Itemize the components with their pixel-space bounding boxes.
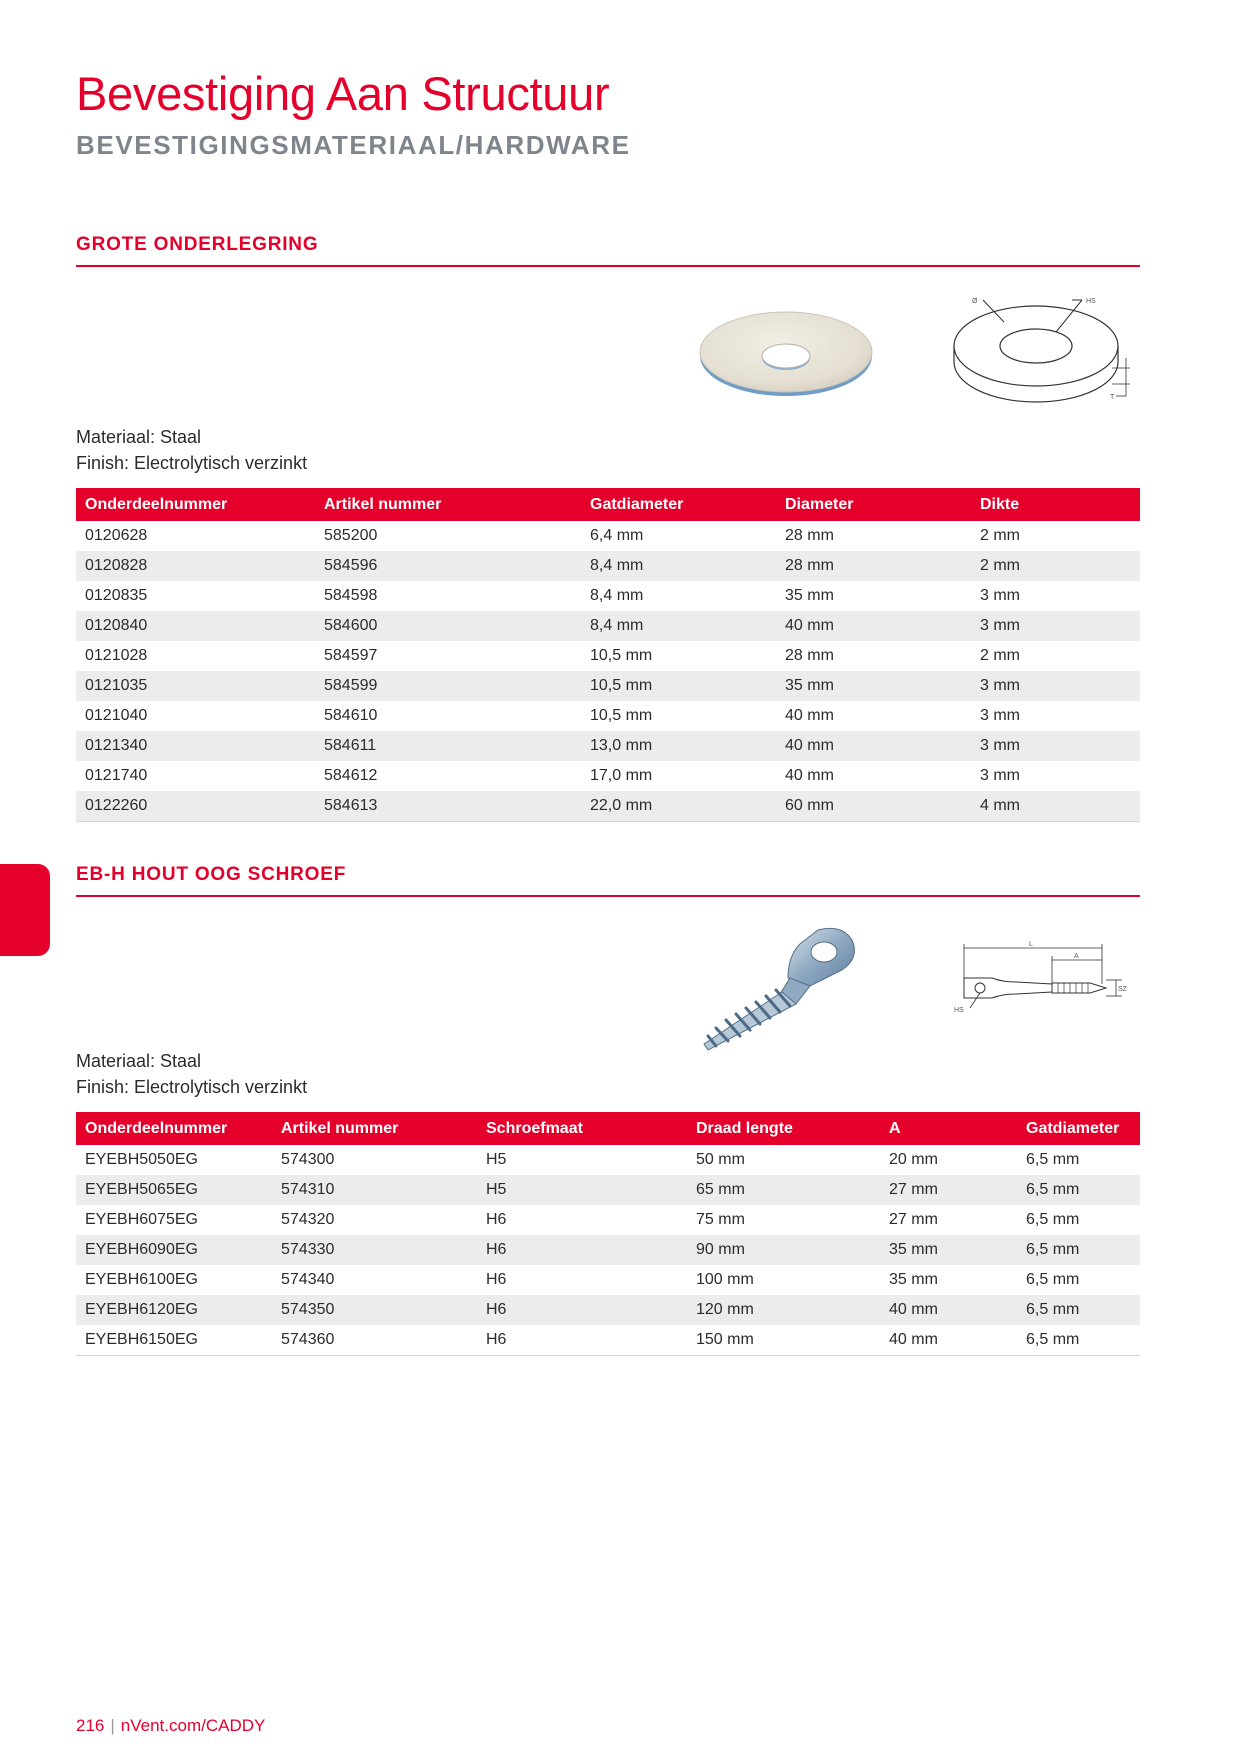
table-cell-artikel-nummer: 584600 <box>315 611 581 641</box>
col-header-schroefmaat: Schroefmaat <box>477 1112 687 1145</box>
table-cell-draad-lengte: 150 mm <box>687 1325 880 1356</box>
table-cell-diameter: 35 mm <box>785 587 834 604</box>
table-row <box>76 731 1140 761</box>
table-cell-onderdeelnummer: 0120835 <box>85 587 148 604</box>
table-cell-onderdeelnummer: EYEBH6090EG <box>76 1235 272 1265</box>
col-header-artikel-nummer: Artikel nummer <box>315 488 581 521</box>
table-row <box>76 641 1140 671</box>
table-cell-onderdeelnummer: EYEBH6120EG <box>76 1295 272 1325</box>
col-header-dikte: Dikte <box>971 488 1140 521</box>
table-cell-dikte: 2 mm <box>980 647 1020 664</box>
eye-screw-diagram <box>940 940 1130 1020</box>
table-cell-draad-lengte: 50 mm <box>696 1151 745 1168</box>
section-title-eye-screw: EB-H HOUT OOG SCHROEF <box>76 864 1140 897</box>
col-header-artikel-nummer: Artikel nummer <box>272 1112 477 1145</box>
table-cell-gatdiameter: 10,5 mm <box>590 647 653 664</box>
section-title-washer: GROTE ONDERLEGRING <box>76 234 1140 267</box>
col-header-draad-lengte: Draad lengte <box>687 1112 880 1145</box>
table-cell-schroefmaat: H6 <box>477 1295 687 1325</box>
table-header-row <box>76 488 1140 521</box>
col-header-gatdiameter: Gatdiameter <box>581 488 776 521</box>
washer-thickness-label: T <box>1110 394 1115 401</box>
table-cell-diameter: 60 mm <box>776 791 971 822</box>
table-cell-diameter: 35 mm <box>776 671 971 701</box>
table-cell-a: 20 mm <box>889 1151 938 1168</box>
table-cell-onderdeelnummer: 0120840 <box>76 611 315 641</box>
table-cell-artikel-nummer: 584612 <box>324 767 378 784</box>
eye-screw-material: Materiaal: Staal <box>76 1051 202 1071</box>
table-cell-dikte: 2 mm <box>971 551 1140 581</box>
washer-table <box>76 488 1140 822</box>
table-cell-gatdiameter: 8,4 mm <box>581 611 776 641</box>
table-cell-gatdiameter: 22,0 mm <box>581 791 776 822</box>
table-cell-artikel-nummer: 574310 <box>272 1175 477 1205</box>
table-cell-artikel-nummer: 574340 <box>281 1271 335 1288</box>
screw-a-label: A <box>1074 953 1079 960</box>
table-cell-onderdeelnummer: EYEBH5065EG <box>76 1175 272 1205</box>
table-cell-artikel-nummer: 584611 <box>315 731 581 761</box>
table-row <box>76 611 1140 641</box>
table-cell-onderdeelnummer: 0121340 <box>76 731 315 761</box>
table-cell-onderdeelnummer: 0121028 <box>85 647 148 664</box>
table-cell-onderdeelnummer: 0120628 <box>85 527 148 544</box>
table-cell-draad-lengte: 120 mm <box>687 1295 880 1325</box>
table-cell-gatdiameter: 6,5 mm <box>1017 1295 1140 1325</box>
washer-finish: Finish: Electrolytisch verzinkt <box>76 453 308 473</box>
table-cell-gatdiameter: 6,5 mm <box>1017 1325 1140 1356</box>
table-cell-dikte: 3 mm <box>971 671 1140 701</box>
table-cell-artikel-nummer: 584596 <box>315 551 581 581</box>
table-row <box>76 701 1140 731</box>
table-row <box>76 1205 1140 1235</box>
table-cell-a: 35 mm <box>889 1271 938 1288</box>
table-cell-gatdiameter: 13,0 mm <box>581 731 776 761</box>
table-cell-onderdeelnummer: 0120828 <box>76 551 315 581</box>
col-header-onderdeelnummer: Onderdeelnummer <box>76 488 315 521</box>
screw-length-label: L <box>1029 941 1033 948</box>
table-cell-draad-lengte: 75 mm <box>696 1211 745 1228</box>
table-cell-gatdiameter: 6,5 mm <box>1017 1235 1140 1265</box>
col-header-diameter: Diameter <box>776 488 971 521</box>
table-cell-dikte: 3 mm <box>980 707 1020 724</box>
table-row <box>76 761 1140 791</box>
table-cell-artikel-nummer: 574300 <box>281 1151 335 1168</box>
table-cell-a: 27 mm <box>880 1175 1017 1205</box>
eye-screw-table <box>76 1112 1140 1356</box>
table-cell-onderdeelnummer: 0122260 <box>76 791 315 822</box>
page-subtitle: BEVESTIGINGSMATERIAAL/HARDWARE <box>76 130 631 160</box>
table-cell-diameter: 28 mm <box>776 551 971 581</box>
table-cell-onderdeelnummer: EYEBH6150EG <box>76 1325 272 1356</box>
table-cell-dikte: 2 mm <box>980 527 1020 544</box>
table-row <box>76 1265 1140 1295</box>
table-cell-schroefmaat: H5 <box>477 1175 687 1205</box>
col-header-onderdeelnummer: Onderdeelnummer <box>76 1112 272 1145</box>
table-cell-artikel-nummer: 574360 <box>272 1325 477 1356</box>
table-cell-onderdeelnummer: EYEBH5050EG <box>85 1151 198 1168</box>
table-cell-draad-lengte: 90 mm <box>687 1235 880 1265</box>
table-row <box>76 1295 1140 1325</box>
table-row <box>76 581 1140 611</box>
table-cell-onderdeelnummer: 0121740 <box>85 767 148 784</box>
table-cell-gatdiameter: 6,5 mm <box>1026 1151 1080 1168</box>
table-cell-onderdeelnummer: EYEBH6075EG <box>85 1211 198 1228</box>
eye-screw-photo <box>692 920 872 1052</box>
table-row <box>76 1325 1140 1356</box>
eye-screw-finish: Finish: Electrolytisch verzinkt <box>76 1077 308 1097</box>
table-row <box>76 791 1140 822</box>
table-cell-gatdiameter: 10,5 mm <box>590 707 653 724</box>
table-cell-dikte: 3 mm <box>980 587 1020 604</box>
table-cell-gatdiameter: 6,5 mm <box>1026 1211 1080 1228</box>
table-cell-a: 35 mm <box>880 1235 1017 1265</box>
table-cell-diameter: 40 mm <box>776 611 971 641</box>
table-cell-gatdiameter: 6,5 mm <box>1017 1175 1140 1205</box>
table-cell-onderdeelnummer: 0121040 <box>85 707 148 724</box>
table-cell-diameter: 28 mm <box>785 527 834 544</box>
table-cell-a: 27 mm <box>889 1211 938 1228</box>
table-cell-artikel-nummer: 584599 <box>315 671 581 701</box>
table-cell-diameter: 40 mm <box>776 731 971 761</box>
table-cell-dikte: 3 mm <box>980 767 1020 784</box>
screw-size-label: SZ <box>1118 986 1127 993</box>
table-cell-artikel-nummer: 574320 <box>281 1211 335 1228</box>
washer-diameter-label: Ø <box>972 298 978 305</box>
table-row <box>76 551 1140 581</box>
screw-hole-label: HS <box>954 1007 964 1014</box>
table-cell-gatdiameter: 10,5 mm <box>581 671 776 701</box>
table-row <box>76 1175 1140 1205</box>
table-header-row <box>76 1112 1140 1145</box>
table-row <box>76 521 1140 551</box>
washer-material: Materiaal: Staal <box>76 427 202 447</box>
washer-photo <box>698 306 874 398</box>
table-cell-gatdiameter: 8,4 mm <box>590 587 644 604</box>
washer-spec <box>76 424 307 476</box>
table-cell-dikte: 4 mm <box>971 791 1140 822</box>
page-title: Bevestiging Aan Structuur <box>76 67 610 120</box>
table-cell-gatdiameter: 6,4 mm <box>590 527 644 544</box>
footer-website-link[interactable]: nVent.com/CADDY <box>120 1716 266 1735</box>
footer-separator: | <box>110 1716 115 1735</box>
col-header-gatdiameter: Gatdiameter <box>1017 1112 1140 1145</box>
washer-diagram <box>952 288 1132 438</box>
table-cell-diameter: 40 mm <box>785 707 834 724</box>
table-cell-artikel-nummer: 574330 <box>272 1235 477 1265</box>
table-cell-schroefmaat: H6 <box>486 1271 507 1288</box>
page-number: 216 <box>76 1716 105 1735</box>
table-cell-a: 40 mm <box>880 1295 1017 1325</box>
table-cell-gatdiameter: 8,4 mm <box>581 551 776 581</box>
side-tab-marker <box>0 864 50 956</box>
table-cell-onderdeelnummer: 0121035 <box>76 671 315 701</box>
table-cell-gatdiameter: 6,5 mm <box>1026 1271 1080 1288</box>
table-cell-schroefmaat: H6 <box>486 1211 507 1228</box>
table-cell-draad-lengte: 65 mm <box>687 1175 880 1205</box>
table-cell-artikel-nummer: 584613 <box>315 791 581 822</box>
table-cell-diameter: 40 mm <box>785 767 834 784</box>
table-cell-a: 40 mm <box>880 1325 1017 1356</box>
table-cell-schroefmaat: H5 <box>486 1151 507 1168</box>
table-cell-gatdiameter: 17,0 mm <box>590 767 653 784</box>
table-cell-dikte: 3 mm <box>971 611 1140 641</box>
eye-screw-spec <box>76 1048 307 1100</box>
page-footer <box>76 1716 265 1736</box>
table-cell-schroefmaat: H6 <box>477 1235 687 1265</box>
col-header-a: A <box>880 1112 1017 1145</box>
table-cell-artikel-nummer: 584597 <box>324 647 378 664</box>
table-row <box>76 1145 1140 1175</box>
table-row <box>76 671 1140 701</box>
table-cell-schroefmaat: H6 <box>477 1325 687 1356</box>
washer-hole-label: HS <box>1086 298 1096 305</box>
table-cell-artikel-nummer: 574350 <box>272 1295 477 1325</box>
table-cell-artikel-nummer: 584610 <box>324 707 378 724</box>
table-cell-diameter: 28 mm <box>785 647 834 664</box>
table-cell-artikel-nummer: 585200 <box>324 527 378 544</box>
table-row <box>76 1235 1140 1265</box>
table-cell-dikte: 3 mm <box>971 731 1140 761</box>
table-cell-draad-lengte: 100 mm <box>696 1271 754 1288</box>
table-cell-onderdeelnummer: EYEBH6100EG <box>85 1271 198 1288</box>
table-cell-artikel-nummer: 584598 <box>324 587 378 604</box>
